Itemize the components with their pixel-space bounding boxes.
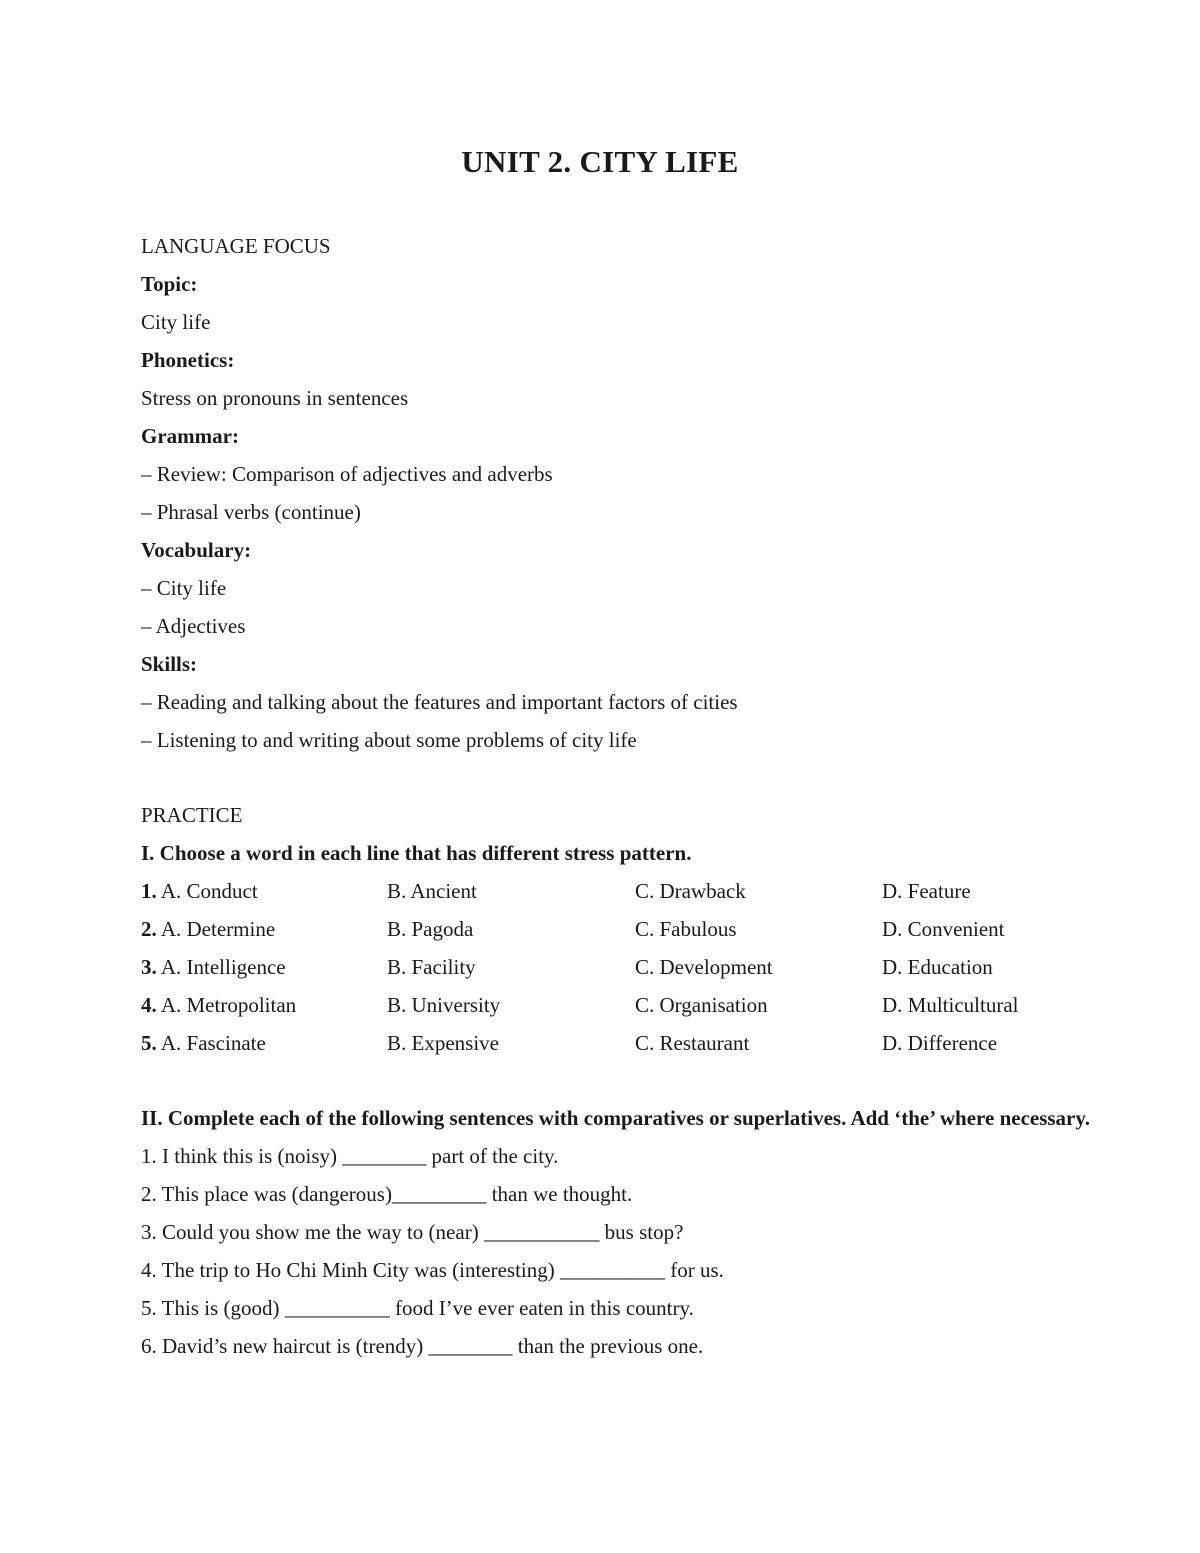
topic-label: Topic: [141,272,198,296]
mcq-row [141,948,1100,986]
option-c: C. Fabulous [635,917,737,941]
option-a-text: A. Fascinate [160,1031,266,1055]
grammar-item: – Review: Comparison of adjectives and adverbs [141,462,553,486]
option-b: B. Expensive [387,1031,499,1055]
question-number: 2. [141,917,157,941]
option-c: C. Development [635,955,773,979]
question-number: 5. [141,1031,157,1055]
exercise2-item: 1. I think this is (noisy) ________ part of the city. [141,1144,559,1168]
option-a-text: A. Conduct [160,879,258,903]
option-d: D. Education [882,955,993,979]
option-d: D. Convenient [882,917,1005,941]
mcq-row [141,986,1100,1024]
page-title: UNIT 2. CITY LIFE [461,144,739,179]
option-c: C. Restaurant [635,1031,750,1055]
exercise2-section [141,1099,1100,1365]
grammar-label: Grammar: [141,424,239,448]
option-a-text: A. Determine [160,917,276,941]
vocabulary-item: – Adjectives [141,614,246,638]
question-number: 1. [141,879,157,903]
mcq-row [141,872,1100,910]
grammar-item: – Phrasal verbs (continue) [141,500,361,524]
option-c: C. Drawback [635,879,746,903]
exercise2-item: 5. This is (good) __________ food I’ve ever eaten in this country. [141,1296,694,1320]
language-focus-heading: LANGUAGE FOCUS [141,234,331,258]
option-d: D. Feature [882,879,971,903]
option-d: D. Multicultural [882,993,1019,1017]
exercise1-instruction: I. Choose a word in each line that has different stress pattern. [141,841,692,865]
language-focus-section [141,227,1100,759]
skills-item: – Listening to and writing about some problems of city life [141,728,637,752]
vocabulary-item: – City life [141,576,227,600]
mcq-row [141,1024,1100,1062]
option-d: D. Difference [882,1031,998,1055]
phonetics-text: Stress on pronouns in sentences [141,386,409,410]
option-a [141,910,275,948]
option-a-text: A. Metropolitan [160,993,297,1017]
option-b: B. Ancient [387,879,477,903]
option-a-text: A. Intelligence [160,955,286,979]
vocabulary-label: Vocabulary: [141,538,252,562]
skills-item: – Reading and talking about the features and important factors of cities [141,690,738,714]
option-c: C. Organisation [635,993,768,1017]
option-a [141,872,258,910]
practice-section [141,796,1100,1062]
exercise2-item: 6. David’s new haircut is (trendy) ________ than the previous one. [141,1334,704,1358]
option-a [141,1024,266,1062]
mcq-row [141,910,1100,948]
option-b: B. Pagoda [387,917,474,941]
exercise2-item: 4. The trip to Ho Chi Minh City was (interesting) __________ for us. [141,1258,724,1282]
exercise2-item: 3. Could you show me the way to (near) ___________ bus stop? [141,1220,684,1244]
exercise2-item: 2. This place was (dangerous)_________ than we thought. [141,1182,633,1206]
question-number: 3. [141,955,157,979]
option-a [141,948,286,986]
topic-text: City life [141,310,211,334]
option-b: B. Facility [387,955,476,979]
question-number: 4. [141,993,157,1017]
skills-label: Skills: [141,652,198,676]
practice-heading: PRACTICE [141,803,243,827]
option-a [141,986,296,1024]
phonetics-label: Phonetics: [141,348,235,372]
exercise2-instruction: II. Complete each of the following sentences with comparatives or superlatives. Add ‘the’ where necessary. [141,1106,1090,1130]
option-b: B. University [387,993,501,1017]
